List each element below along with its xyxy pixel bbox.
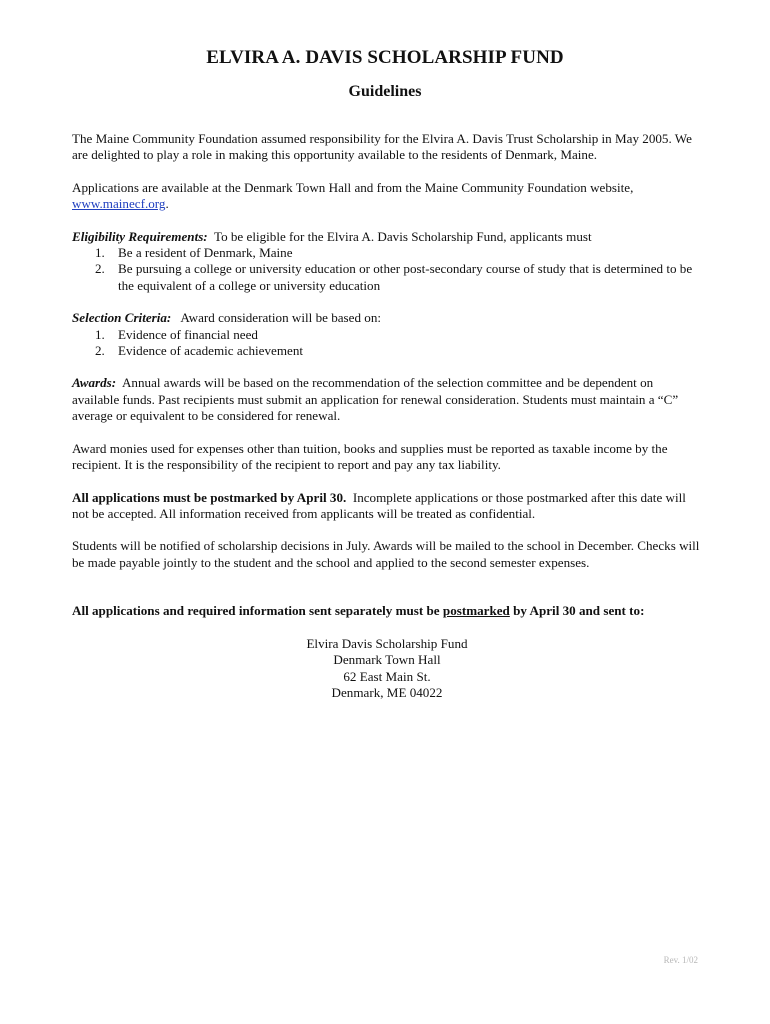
applications-period: . bbox=[165, 196, 169, 212]
intro-paragraph: The Maine Community Foundation assumed responsibility for the Elvira A. Davis Trust Scholarship in May 2005. We are delighted to play a role in making this opportunity available to the residents of Denmark, Maine. bbox=[72, 131, 692, 163]
list-item-text: Evidence of financial need bbox=[118, 326, 258, 342]
revision-label: Rev. 1/02 bbox=[663, 955, 698, 965]
deadline-bold: All applications must be postmarked by April 30. bbox=[72, 489, 347, 505]
list-number: 2. bbox=[95, 342, 105, 358]
address-line: Denmark, ME 04022 bbox=[331, 684, 443, 700]
eligibility-label: Eligibility Requirements: bbox=[72, 228, 208, 244]
mailing-address bbox=[72, 636, 702, 701]
address-line: Denmark Town Hall bbox=[333, 652, 441, 668]
selection-list bbox=[72, 327, 702, 360]
list-item-text: Be a resident of Denmark, Maine bbox=[118, 245, 293, 261]
list-number: 1. bbox=[95, 245, 105, 261]
monies-paragraph: Award monies used for expenses other than tuition, books and supplies must be reported as taxable income by the recipient. It is the responsibility of the recipient to report and pay any tax liability. bbox=[72, 440, 668, 472]
list-item bbox=[72, 245, 702, 261]
address-line: 62 East Main St. bbox=[343, 668, 431, 684]
applications-text: Applications are available at the Denmark Town Hall and from the Maine Community Foundation website, bbox=[72, 179, 634, 195]
list-item bbox=[72, 343, 702, 359]
address-line: Elvira Davis Scholarship Fund bbox=[306, 635, 468, 651]
spacer bbox=[72, 587, 702, 603]
awards-paragraph bbox=[72, 375, 702, 424]
eligibility-list bbox=[72, 245, 702, 294]
awards-text: Annual awards will be based on the recommendation of the selection committee and be dependent on available funds. Past recipients must submit an application for renewal consideration. Students must maintain a “C” average or equivalent to be considered for renewal. bbox=[72, 375, 679, 424]
deadline-text: Incomplete applications or those postmarked after this date will not be accepted. All information received from applicants will be treated as confidential. bbox=[72, 489, 686, 521]
deadline-paragraph bbox=[72, 490, 702, 523]
eligibility-section bbox=[72, 229, 702, 294]
list-item bbox=[72, 261, 702, 294]
document-title: ELVIRA A. DAVIS SCHOLARSHIP FUND bbox=[206, 47, 564, 68]
list-number: 2. bbox=[95, 261, 105, 277]
list-item bbox=[72, 327, 702, 343]
awards-label: Awards: bbox=[72, 375, 117, 391]
list-item-text: Evidence of academic achievement bbox=[118, 342, 304, 358]
list-number: 1. bbox=[95, 326, 105, 342]
applications-paragraph bbox=[72, 180, 702, 213]
send-underlined: postmarked bbox=[442, 603, 510, 619]
website-link[interactable]: www.mainecf.org bbox=[72, 196, 166, 212]
send-before: All applications and required information sent separately must be bbox=[72, 603, 440, 619]
document-subtitle: Guidelines bbox=[348, 83, 422, 100]
selection-label: Selection Criteria: bbox=[72, 310, 172, 326]
selection-text: Award consideration will be based on: bbox=[180, 310, 382, 326]
selection-section bbox=[72, 310, 702, 359]
list-item-text: Be pursuing a college or university education or other post-secondary course of study that is determined to be the equivalent of a college or university education bbox=[118, 261, 693, 293]
notification-paragraph: Students will be notified of scholarship decisions in July. Awards will be mailed to the school in December. Checks will be made payable jointly to the student and the school and applied to the second semester expenses. bbox=[72, 538, 700, 570]
eligibility-text: To be eligible for the Elvira A. Davis Scholarship Fund, applicants must bbox=[213, 228, 592, 244]
send-paragraph bbox=[72, 603, 702, 619]
document-body bbox=[72, 131, 702, 701]
send-after: by April 30 and sent to: bbox=[513, 603, 645, 619]
